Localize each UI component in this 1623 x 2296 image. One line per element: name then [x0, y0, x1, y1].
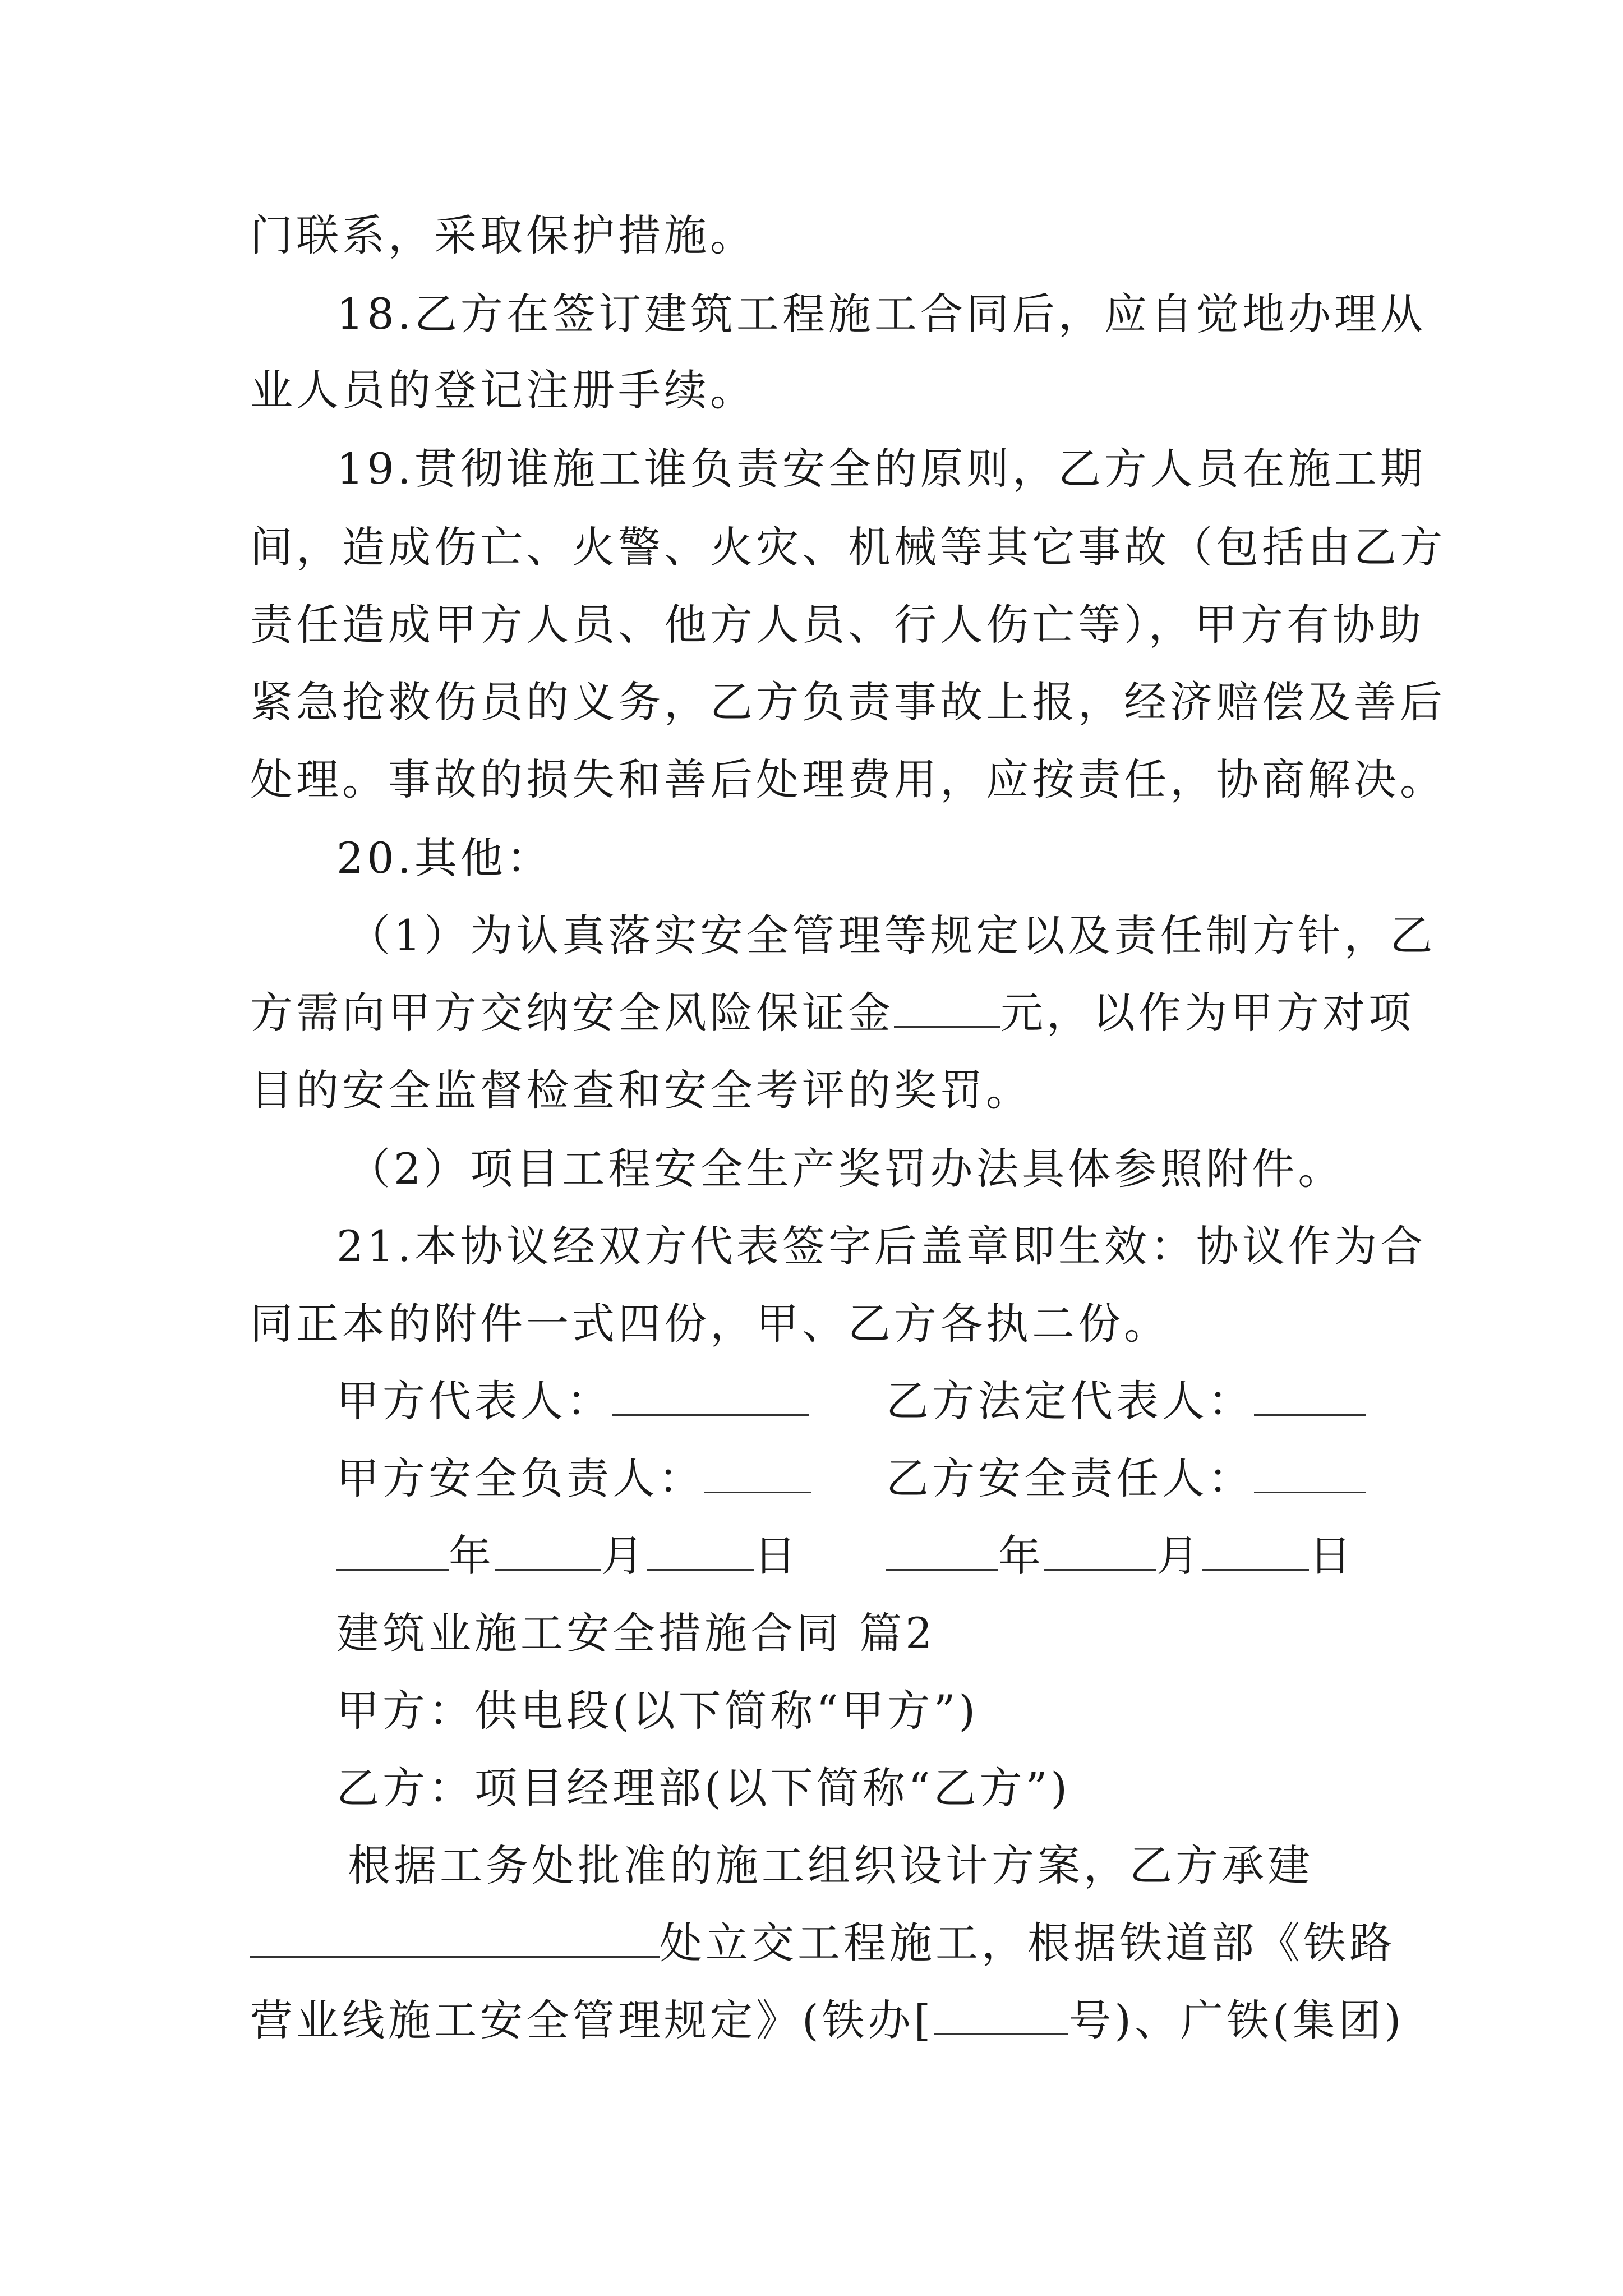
day-label: 日	[754, 1531, 800, 1581]
party-b-safety-person-blank[interactable]	[1254, 1451, 1366, 1493]
deposit-amount-blank[interactable]	[894, 986, 1000, 1028]
section-2-party-a: 甲方：供电段(以下简称“甲方”)	[336, 1686, 979, 1736]
section-2-party-b: 乙方：项目经理部(以下简称“乙方”)	[336, 1763, 1071, 1813]
section-2-paragraph-line-1: 根据工务处批准的施工组织设计方案，乙方承建	[348, 1841, 1313, 1890]
deposit-text-tail: 元，以作为甲方对项	[1000, 988, 1414, 1038]
clause-19-line-2: 间，造成伤亡、火警、火灾、机械等其它事故（包括由乙方	[250, 522, 1446, 572]
day-label: 日	[1309, 1531, 1355, 1581]
clause-18-line-2: 业人员的登记注册手续。	[250, 365, 756, 415]
year-label: 年	[998, 1531, 1044, 1581]
paragraph-text-tail: 号)、广铁(集团)	[1068, 1995, 1405, 2045]
section-2-paragraph-line-2	[250, 1915, 1395, 1971]
party-b-safety-person-label: 乙方安全责任人：	[886, 1453, 1254, 1503]
clause-21-line-1: 21.本协议经双方代表签字后盖章即生效：协议作为合	[336, 1221, 1426, 1271]
text-line: 门联系，采取保护措施。	[250, 210, 756, 260]
year-label: 年	[449, 1531, 495, 1581]
party-a-rep-label: 甲方代表人：	[336, 1376, 612, 1426]
document-number-blank[interactable]	[934, 1993, 1068, 2035]
paragraph-text: 营业线施工安全管理规定》(铁办[	[250, 1995, 934, 2045]
clause-19-line-1: 19.贯彻谁施工谁负责安全的原则，乙方人员在施工期	[336, 444, 1426, 494]
clause-20-1-line-3: 目的安全监督检查和安全考评的奖罚。	[250, 1065, 1032, 1115]
clause-20-1-line-1: （1）为认真落实安全管理等规定以及责任制方针，乙	[348, 910, 1436, 960]
clause-18-line-1: 18.乙方在签订建筑工程施工合同后，应自觉地办理从	[336, 289, 1426, 339]
deposit-text: 方需向甲方交纳安全风险保证金	[250, 988, 894, 1038]
party-a-date-field	[336, 1528, 800, 1584]
clause-19-line-3: 责任造成甲方人员、他方人员、行人伤亡等），甲方有协助	[250, 600, 1424, 650]
project-name-blank[interactable]	[250, 1916, 660, 1958]
clause-20-1-line-2	[250, 985, 1414, 1041]
party-b-legal-rep-blank[interactable]	[1254, 1374, 1366, 1416]
party-a-rep-field	[336, 1373, 809, 1429]
party-a-safety-head-label: 甲方安全负责人：	[336, 1453, 704, 1503]
clause-20-2-line: （2）项目工程安全生产奖罚办法具体参照附件。	[348, 1144, 1344, 1194]
party-a-year-blank[interactable]	[336, 1529, 449, 1571]
section-2-title: 建筑业施工安全措施合同 篇2	[336, 1608, 936, 1658]
party-b-legal-rep-label: 乙方法定代表人：	[886, 1376, 1254, 1426]
party-a-month-blank[interactable]	[495, 1529, 601, 1571]
party-b-year-blank[interactable]	[886, 1529, 998, 1571]
party-b-safety-person-field	[886, 1451, 1366, 1507]
paragraph-text: 处立交工程施工，根据铁道部《铁路	[660, 1918, 1395, 1968]
party-b-month-blank[interactable]	[1044, 1529, 1156, 1571]
clause-19-line-5: 处理。事故的损失和善后处理费用，应按责任，协商解决。	[250, 754, 1446, 804]
party-a-safety-head-blank[interactable]	[704, 1451, 811, 1493]
party-a-safety-head-field	[336, 1451, 811, 1507]
clause-20-heading: 20.其他：	[336, 833, 552, 883]
party-a-rep-blank[interactable]	[612, 1374, 809, 1416]
party-b-date-field	[886, 1528, 1355, 1584]
section-2-paragraph-line-3	[250, 1993, 1404, 2049]
clause-21-line-2: 同正本的附件一式四份，甲、乙方各执二份。	[250, 1299, 1170, 1349]
party-b-day-blank[interactable]	[1202, 1529, 1309, 1571]
party-a-day-blank[interactable]	[647, 1529, 754, 1571]
party-b-legal-rep-field	[886, 1373, 1366, 1429]
clause-19-line-4: 紧急抢救伤员的义务，乙方负责事故上报，经济赔偿及善后	[250, 677, 1446, 727]
month-label: 月	[601, 1531, 647, 1581]
month-label: 月	[1156, 1531, 1202, 1581]
